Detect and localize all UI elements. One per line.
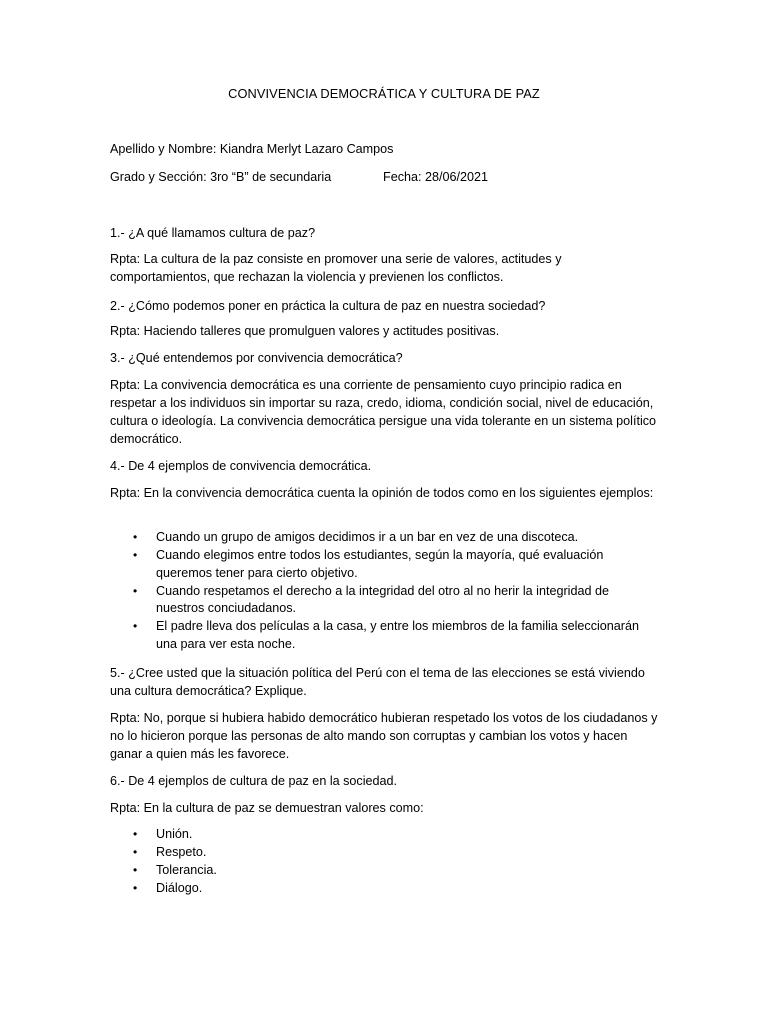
list-item [110,880,658,898]
bullet-icon: • [133,583,138,598]
list-item-text: Cuando respetamos el derecho a la integridad del otro al no herir la integridad de nuestros conciudadanos. [156,583,609,616]
examples-list [110,529,658,654]
list-item [110,529,658,547]
bullet-icon: • [133,619,138,634]
answer-3 [110,376,658,448]
question-2: 2.- ¿Cómo podemos poner en práctica la cultura de paz en nuestra sociedad? [110,299,546,313]
list-item-text: El padre lleva dos películas a la casa, y entre los miembros de la familia seleccionarán una para ver esta noche. [156,619,640,652]
list-item [110,844,658,862]
list-item [110,826,658,844]
list-item-text: Unión. [156,827,193,841]
list-item [110,618,658,653]
answer-6: Rpta: En la cultura de paz se demuestran valores como: [110,801,424,815]
answer-6-bullet-list [110,826,658,898]
answer-4-text: Rpta: En la convivencia democrática cuenta la opinión de todos como en los siguientes ejemplos: [110,486,654,500]
question-5 [110,664,658,700]
list-item [110,547,658,582]
list-item-text: Diálogo. [156,881,203,896]
bullet-icon: • [133,530,138,544]
question-1: 1.- ¿A qué llamamos cultura de paz? [110,226,316,240]
student-name-line: Apellido y Nombre: Kiandra Merlyt Lazaro Campos [110,142,394,156]
list-item [110,583,658,618]
answer-4-bullet-list [110,529,658,654]
question-6: 6.- De 4 ejemplos de cultura de paz en la sociedad. [110,774,398,788]
bullet-icon: • [133,881,138,896]
answer-1-text: Rpta: La cultura de la paz consiste en promover una serie de valores, actitudes y comportamientos, que rechazan la violencia y previenen los conflictos. [110,252,562,284]
answer-1 [110,250,658,286]
date-line: Fecha: 28/06/2021 [383,170,489,184]
question-4: 4.- De 4 ejemplos de convivencia democrática. [110,459,372,473]
values-list [110,826,658,898]
bullet-icon: • [133,548,138,563]
list-item-text: Cuando elegimos entre todos los estudiantes, según la mayoría, qué evaluación queremos tener para cierto objetivo. [156,548,604,580]
bullet-icon: • [133,827,138,841]
list-item-text: Tolerancia. [156,863,217,878]
bullet-icon: • [133,863,138,878]
answer-5-text: Rpta: No, porque si hubiera habido democrático hubieran respetado los votos de los ciudadanos y no lo hicieron porque las personas de alto mando son corruptas y cambian los votos y hacen ganar a quien más les favorece. [110,711,658,761]
list-item-text: Cuando un grupo de amigos decidimos ir a un bar en vez de una discoteca. [156,530,579,544]
grade-section-line: Grado y Sección: 3ro “B” de secundaria [110,170,332,184]
answer-3-text: Rpta: La convivencia democrática es una corriente de pensamiento cuyo principio radica en respetar a los individuos sin importar su raza, credo, idioma, condición social, nivel de educación, cultura o ideología. La convivencia democrática persigue una vida tolerante en un sistema político democrático. [110,378,657,446]
answer-4 [110,484,658,502]
list-item [110,862,658,880]
answer-2: Rpta: Haciendo talleres que promulguen valores y actitudes positivas. [110,324,500,338]
document-title: CONVIVENCIA DEMOCRÁTICA Y CULTURA DE PAZ [228,86,540,101]
bullet-icon: • [133,845,138,860]
list-item-text: Respeto. [156,845,207,860]
answer-5 [110,709,658,763]
question-3: 3.- ¿Qué entendemos por convivencia democrática? [110,351,403,365]
question-5-text: 5.- ¿Cree usted que la situación política del Perú con el tema de las elecciones se está viviendo una cultura democrática? Explique. [110,666,645,698]
